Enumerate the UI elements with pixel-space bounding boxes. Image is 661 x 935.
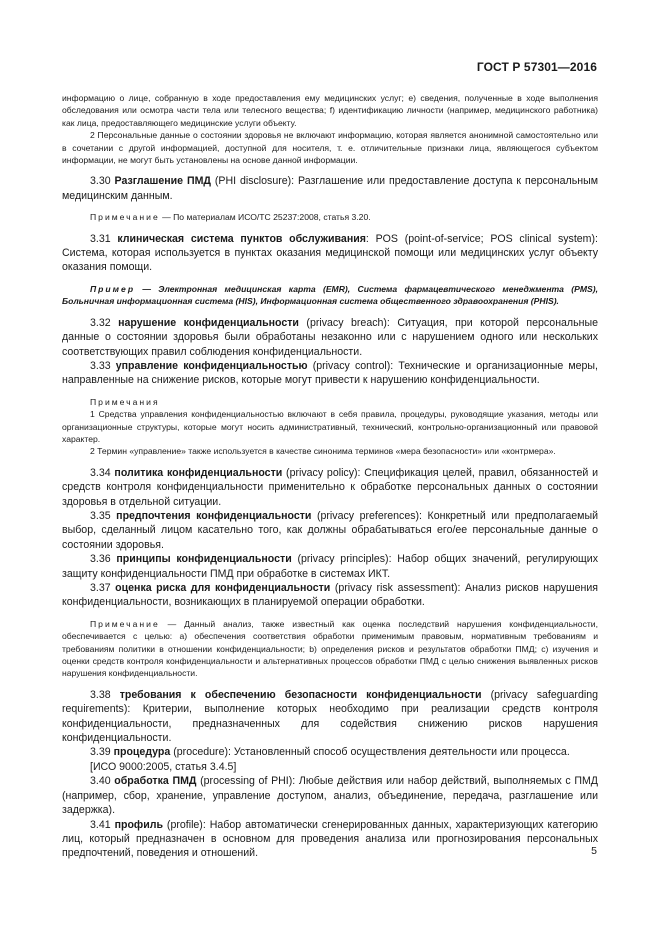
- term-3-36: 3.36 принципы конфиденциальности (privacy principles): Набор общих значений, регулирующих защиту конфиденциальности ПМД при обработке в системах ИКТ.: [62, 553, 598, 580]
- term-3-31: 3.31 клиническая система пунктов обслуживания: POS (point-of-service; POS clinical system): Система, которая используется в пунктах оказания медицинской помощи или медицинских услуг объекту оказания помощи.: [62, 232, 598, 274]
- note-3-37: Примечание — Данный анализ, также известный как оценка последствий нарушения конфиденциальности, обеспечивается с целью: а) обеспечения соответствия обработки применимым правовым, нормативным требованиям и требованиям политики в отношении конфиденциальности; b) определения рисков и результатов обработки ПМД; с) изучения и оценки средств контроля конфиденциальности и альтернативных процессов обработки ПМД с целью снижения выявленных рисков нарушения конфиденциальности.: [62, 618, 598, 679]
- term-3-41: 3.41 профиль (profile): Набор автоматически сгенерированных данных, характеризующих категорию лиц, который предназначен в основном для проведения анализа или прогнозирования персональных предпочтений, поведения и отношений.: [62, 818, 598, 860]
- notes-3-33-label: Примечания: [90, 396, 160, 407]
- note-3-30: Примечание — По материалам ИСО/ТС 25237:2008, статья 3.20.: [90, 212, 371, 223]
- term-3-39: 3.39 процедура (procedure): Установленный способ осуществления деятельности или процесса.: [90, 746, 570, 759]
- term-3-33: 3.33 управление конфиденциальностью (privacy control): Технические и организационные меры, направленные на снижение рисков, которые могут привести к нарушению конфиденциальности.: [62, 359, 598, 387]
- intro-paragraph: информацию о лице, собранную в ходе предоставления ему медицинских услуг; е) сведения, полученные в ходе выполнения обследования или осмотра части тела или телесного вещества; f) идентификацию личности (например, медицинского работника) как лица, предоставляющего медицинские услуги объекту.: [62, 93, 598, 128]
- term-3-40: 3.40 обработка ПМД (processing of PHI): Любые действия или набор действий, выполняемых с ПМД (например, сбор, хранение, управление доступом, анализ, объединение, передача, разглашение или задержка).: [62, 775, 598, 817]
- term-3-39-reference: [ИСО 9000:2005, статья 3.4.5]: [90, 760, 237, 773]
- term-3-35: 3.35 предпочтения конфиденциальности (privacy preferences): Конкретный или предполагаемый выбор, сделанный лицом касательно того, как должны обрабатываться его/ее персональные данные о состоянии здоровья.: [62, 509, 598, 551]
- document-body: [62, 92, 598, 861]
- term-3-38: 3.38 требования к обеспечению безопасности конфиденциальности (privacy safeguarding requirements): Критерии, выполнение которых необходимо при реализации средств контроля конфиденциальности, предназначенных для содействия снижению рисков нарушения конфиденциальности.: [62, 688, 598, 745]
- document-header: ГОСТ Р 57301—2016: [476, 60, 597, 74]
- example-3-31: Пример — Электронная медицинская карта (EMR), Система фармацевтического менеджмента (PMS), Больничная информационная система (HIS), Информационная система общественного здравоохранения (PHIS).: [62, 283, 598, 307]
- page-number: 5: [591, 845, 597, 857]
- term-3-32: 3.32 нарушение конфиденциальности (privacy breach): Ситуация, при которой персональные данные о состоянии здоровья были обработаны незаконно или с нарушением одного или нескольких соответствующих правил соблюдения конфиденциальности.: [62, 316, 598, 358]
- term-3-37: 3.37 оценка риска для конфиденциальности (privacy risk assessment): Анализ рисков нарушения конфиденциальности, возникающих в планируемой операции обработки.: [62, 582, 598, 609]
- note-3-33-1: 1 Средства управления конфиденциальностью включают в себя правила, процедуры, руководящие указания, методы или организационные структуры, которые могут носить административный, технический, контрольно-организационный или правовой характер.: [62, 409, 598, 444]
- term-3-30: 3.30 Разглашение ПМД (PHI disclosure): Разглашение или предоставление доступа к персональным медицинским данным.: [62, 175, 598, 202]
- intro-note-2: 2 Персональные данные о состоянии здоровья не включают информацию, которая является анонимной самостоятельно или в сочетании с другой информацией, доступной для носителя, т. е. отличительные признаки лица, являющегося субъектом информации, не могут быть установлены на основе данной информации.: [62, 130, 598, 166]
- term-3-34: 3.34 политика конфиденциальности (privacy policy): Спецификация целей, правил, обязанностей и средств контроля конфиденциальности применительно к обработке персональных данных о состоянии здоровья в отдельной ситуации.: [62, 466, 598, 508]
- note-3-33-2: 2 Термин «управление» также используется в качестве синонима терминов «мера безопасности» или «контрмера».: [90, 446, 556, 457]
